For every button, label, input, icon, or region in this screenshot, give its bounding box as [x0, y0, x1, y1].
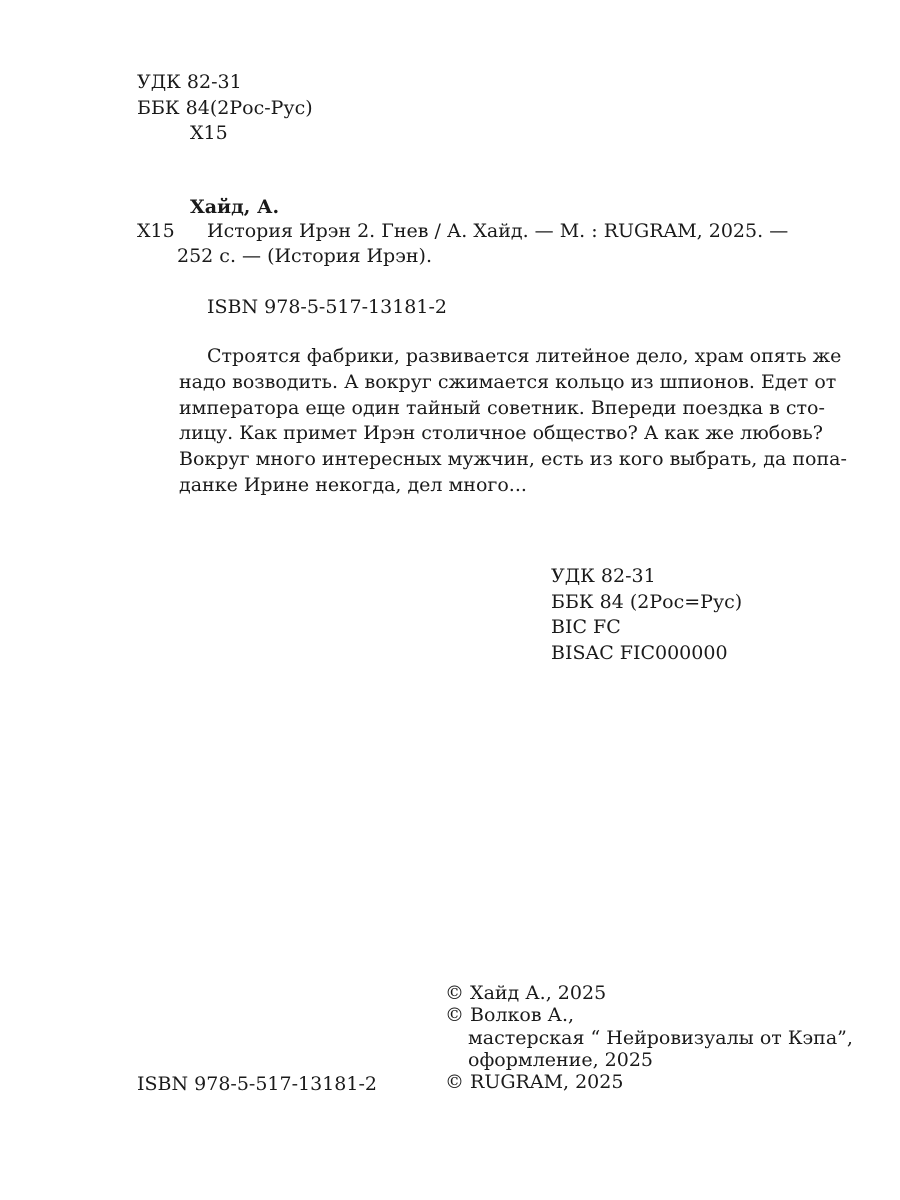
abstract-line: лицу. Как примет Ирэн столичное общество? А как же любовь?: [179, 422, 823, 445]
class-bic: BIC FC: [551, 616, 621, 638]
copyright-block: [445, 982, 853, 1093]
bibliographic-line-2: 252 с. — (История Ирэн).: [177, 245, 432, 267]
entry-author-mark: Х15: [137, 220, 175, 242]
abstract-line: Вокруг много интересных мужчин, есть из кого выбрать, да попа-: [179, 448, 847, 471]
classification-block: [551, 564, 742, 666]
class-udk: УДК 82-31: [551, 565, 656, 587]
abstract-paragraph: [179, 344, 847, 499]
copyright-author: © Хайд А., 2025: [445, 982, 607, 1004]
bibliographic-line-1: История Ирэн 2. Гнев / А. Хайд. — М. : RUGRAM, 2025. —: [207, 220, 789, 242]
bbk-code: ББК 84(2Рос-Рус): [137, 97, 313, 119]
abstract-line: данке Ирине некогда, дел много...: [179, 473, 527, 496]
abstract-line: императора еще один тайный советник. Впереди поездка в сто-: [179, 396, 825, 419]
copyright-designer: © Волков А.,: [445, 1004, 575, 1027]
author-name: Хайд, А.: [190, 196, 280, 218]
author-mark: Х15: [190, 122, 228, 144]
entry-isbn: ISBN 978-5-517-13181-2: [207, 296, 447, 318]
udk-code: УДК 82-31: [137, 71, 242, 93]
class-bbk: ББК 84 (2Рос=Рус): [551, 590, 743, 613]
footer-isbn: ISBN 978-5-517-13181-2: [137, 1073, 377, 1095]
abstract-line: Строятся фабрики, развивается литейное дело, храм опять же: [207, 345, 842, 367]
class-bisac: BISAC FIC000000: [551, 641, 728, 664]
copyright-publisher: © RUGRAM, 2025: [445, 1071, 624, 1094]
copyright-design-year: оформление, 2025: [468, 1048, 654, 1071]
abstract-line: надо возводить. А вокруг сжимается кольцо из шпионов. Едет от: [179, 370, 837, 393]
copyright-studio: мастерская “ Нейровизуалы от Кэпа”,: [468, 1026, 853, 1049]
